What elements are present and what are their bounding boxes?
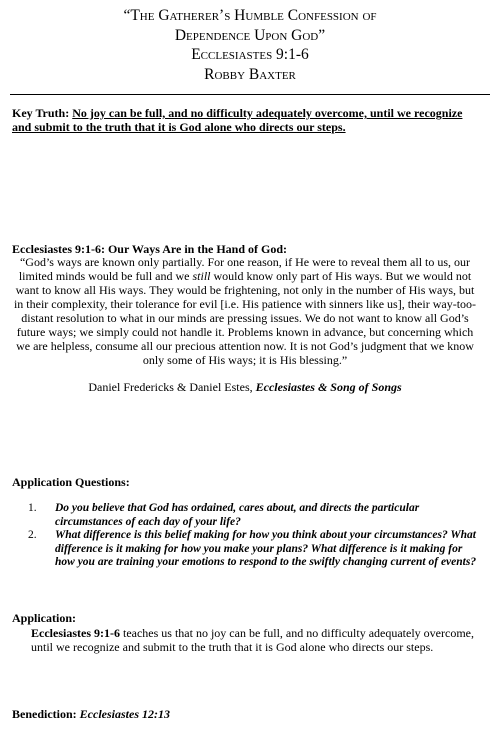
benediction-label: Benediction: — [12, 707, 77, 721]
application-title: Application: — [12, 611, 77, 625]
citation-authors: Daniel Fredericks & Daniel Estes, — [88, 380, 253, 394]
document-header — [0, 6, 500, 84]
key-truth — [12, 106, 470, 134]
benediction-reference: Ecclesiastes 12:13 — [79, 707, 170, 721]
key-truth-text: No joy can be full, and no difficulty adequately overcome, until we recognize and submit to the truth that it is God alone who directs our steps. — [12, 106, 463, 134]
quote-emphasis: still — [192, 269, 211, 283]
block-quote — [12, 255, 478, 367]
key-truth-label: Key Truth: — [12, 106, 70, 120]
question-number: 2. — [28, 529, 37, 541]
header-divider — [10, 94, 490, 95]
question-item — [28, 529, 478, 570]
application-reference: Ecclesiastes 9:1-6 — [31, 626, 120, 640]
title-line-1: “The Gatherer’s Humble Confession of — [123, 7, 377, 24]
question-item — [28, 502, 478, 529]
scripture-reference: Ecclesiastes 9:1-6 — [191, 46, 309, 63]
title-line-2: Dependence Upon God” — [174, 26, 326, 44]
author-name: Robby Baxter — [204, 65, 296, 83]
questions-title: Application Questions: — [12, 475, 130, 489]
quote-citation — [12, 380, 478, 394]
benediction — [12, 707, 170, 721]
question-number: 1. — [28, 502, 37, 514]
question-text: Do you believe that God has ordained, cares about, and directs the particular circumstances of each day of your life? — [55, 502, 420, 528]
citation-book: Ecclesiastes & Song of Songs — [255, 380, 402, 394]
quote-text-2: would know only part of His ways. But we would not want to know all His ways. They would be frightening, not only in the number of His ways, but in their complexity, their tolerance for evil [i.e. His patience with sinners like us], their way-too-distant resolution to what in our minds are pressing issues. We do not want to know all God’s future ways; we simply could not handle it. Problems known in advance, but concerning which we are helpless, consume all our precious attention now. It is not God’s judgment that we know only some of His ways; it is His blessing.” — [13, 269, 477, 367]
section-title: Ecclesiastes 9:1-6: Our Ways Are in the Hand of God: — [12, 242, 288, 256]
quote-text-1: “God’s ways are known only partially. For one reason, if He were to reveal them all to us, our limited minds would be full and we — [18, 255, 471, 283]
application-body: teaches us that no joy can be full, and no difficulty adequately overcome, until we recognize and submit to the truth that it is God alone who directs our steps. — [31, 626, 474, 654]
application-text — [31, 626, 476, 654]
question-text: What difference is this belief making for how you think about your circumstances? What difference is it making for how you make your plans? What difference is it making for how you are training your emotions to respond to the swiftly changing current of events? — [55, 529, 477, 568]
